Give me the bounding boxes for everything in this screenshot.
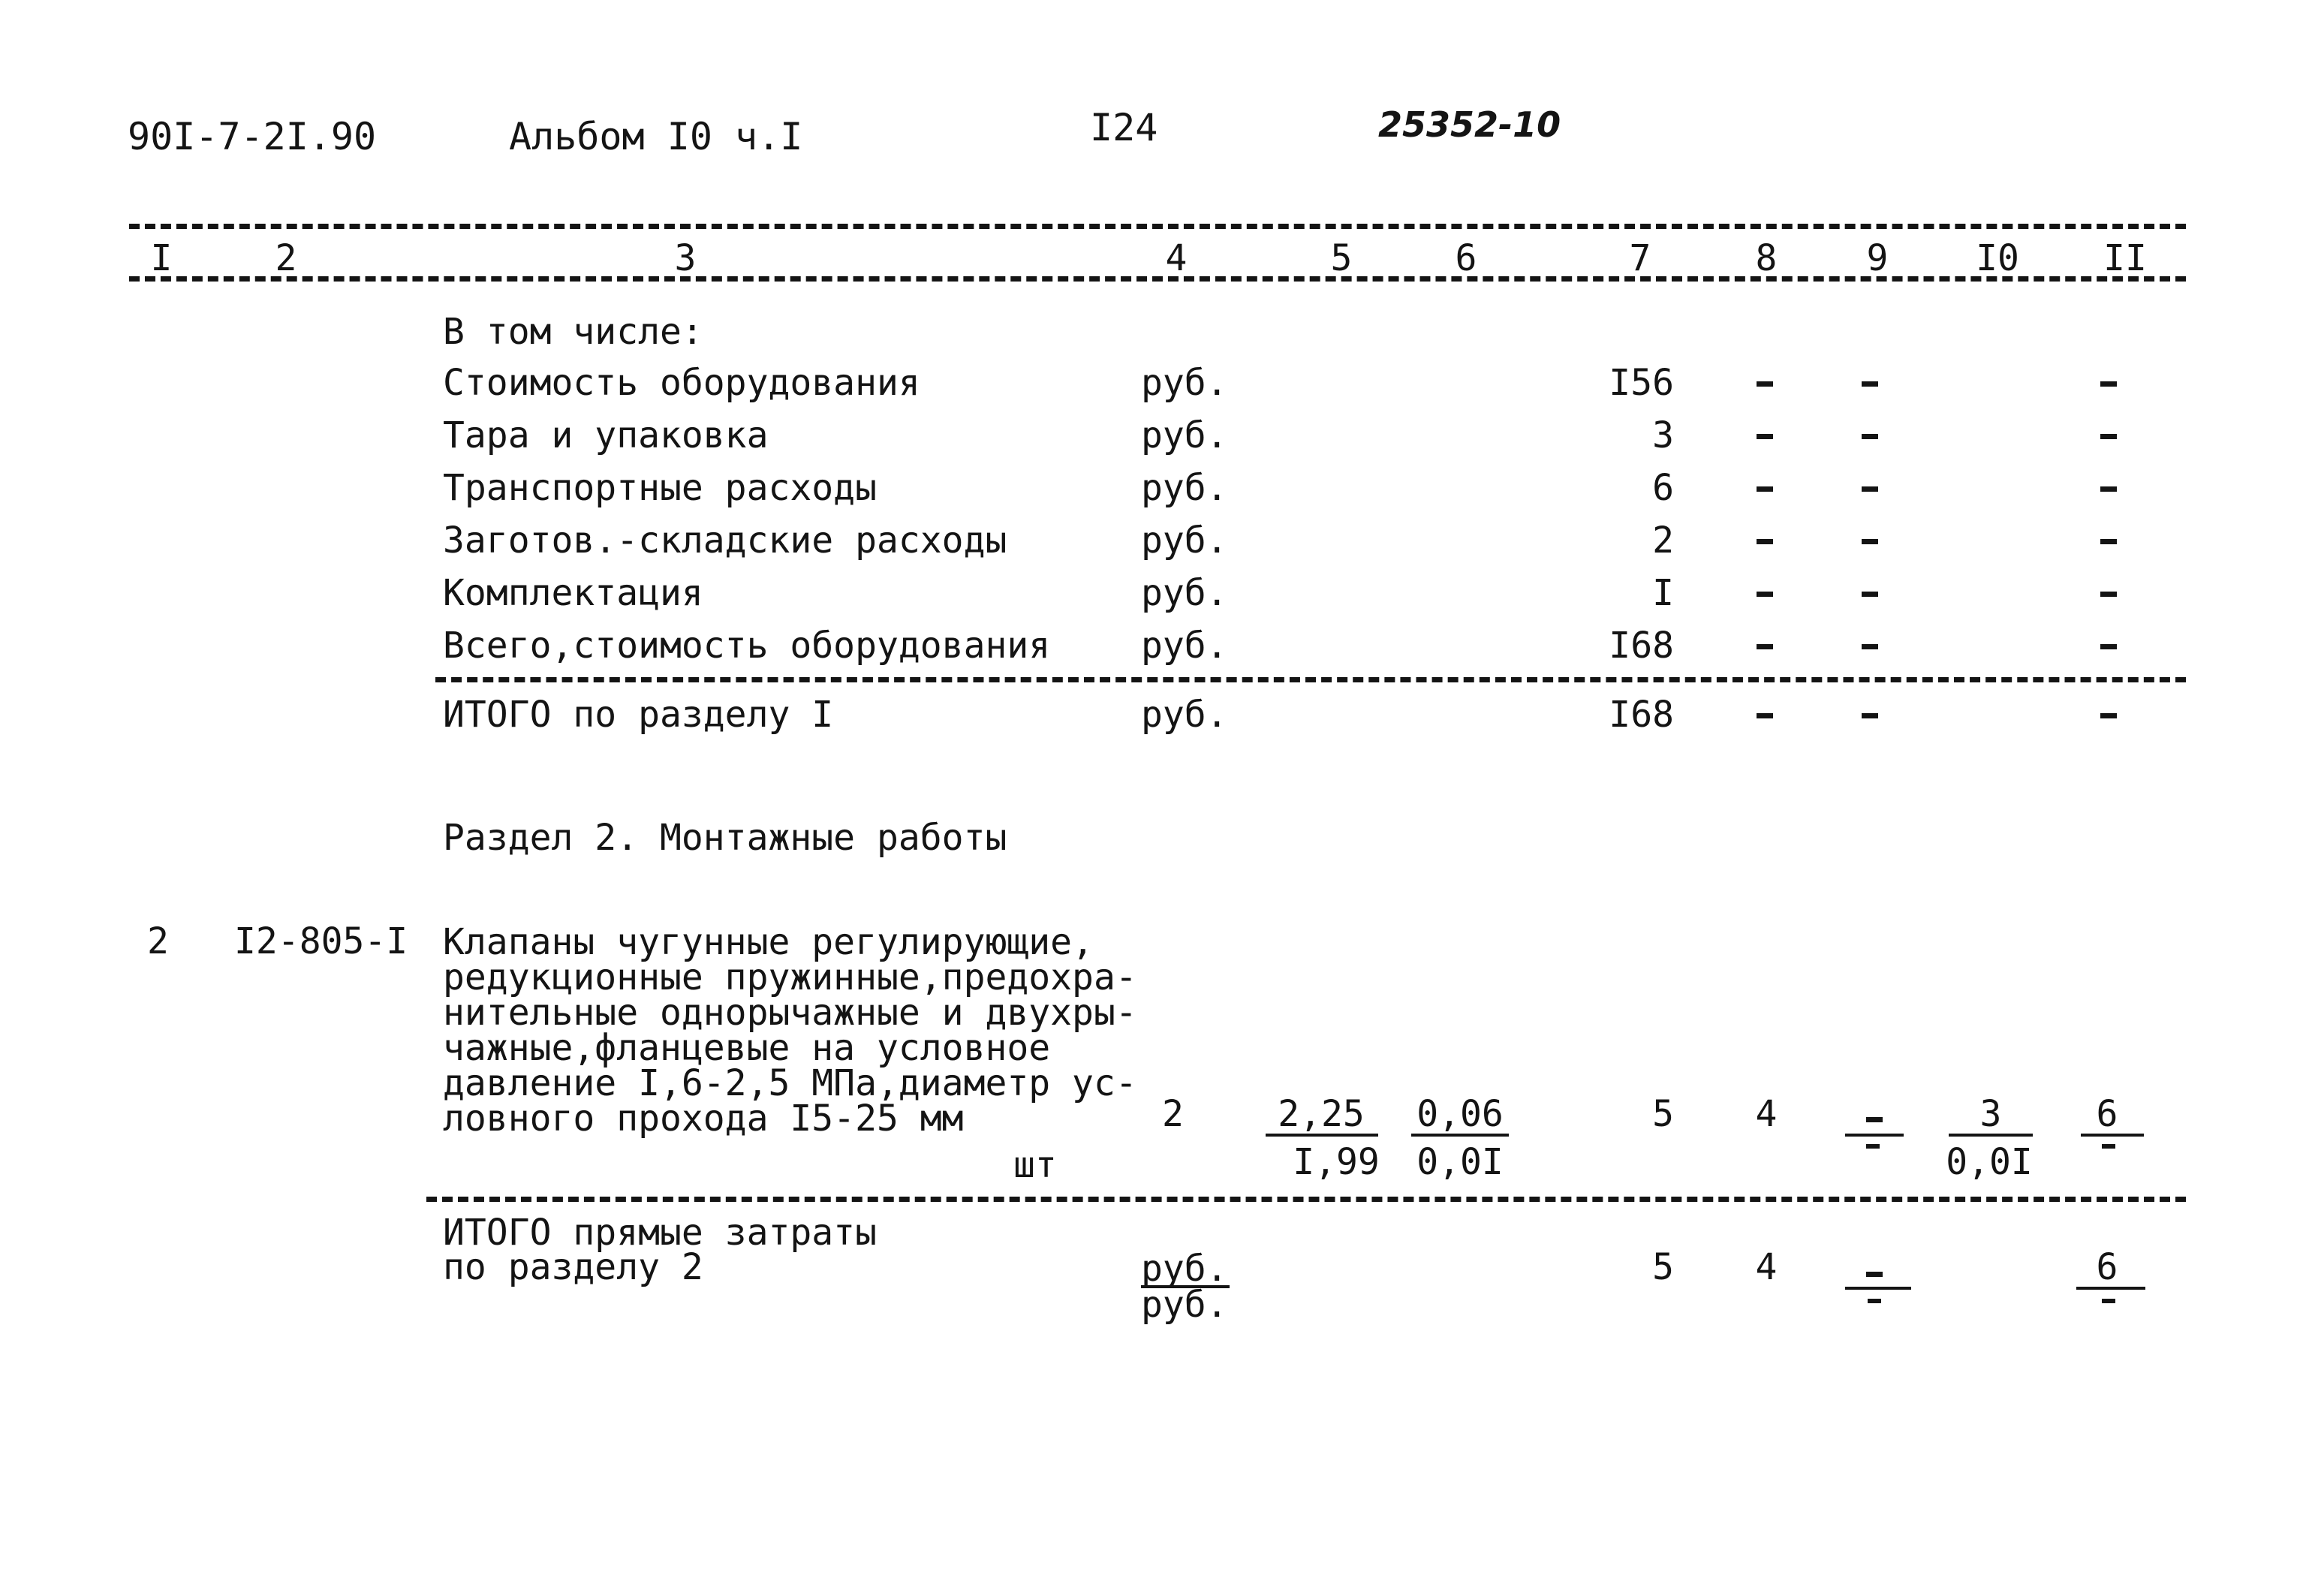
total-col7: 5 [1652,1246,1674,1288]
item-col7: 5 [1652,1093,1674,1135]
dash-col8 [1757,713,1773,718]
column-number: 8 [1755,237,1778,279]
total-col9-top-dash [1866,1272,1883,1277]
header-bottom-rule [129,276,2186,282]
dash-col11 [2100,539,2117,544]
including-label: В том числе: [443,311,703,353]
total-name-line2: по разделу 2 [443,1246,703,1288]
item-code: I2-805-I [234,920,408,962]
description-line: ловного прохода I5-25 мм [443,1098,964,1140]
dash-col11 [2100,713,2117,718]
col11-fraction-line [2081,1134,2144,1137]
col6-fraction-line [1411,1134,1509,1137]
item-description [443,921,1137,1140]
col11-bottom-dash [2102,1144,2115,1149]
column-number: 7 [1629,237,1651,279]
total-name: ИТОГО по разделу I [443,694,834,736]
item-unit: шт [1013,1144,1057,1186]
column-number: 3 [674,237,697,279]
description-line: Клапаны чугунные регулирующие, [443,921,1094,963]
section2-title: Раздел 2. Монтажные работы [443,817,1007,859]
dash-col9 [1862,713,1878,718]
col10-bottom: 0,0I [1946,1141,2033,1183]
dash-col8 [1757,592,1773,597]
dash-col9 [1862,644,1878,649]
dash-col9 [1862,434,1878,439]
row-value-col7: 2 [1652,519,1674,562]
row-name: Транспортные расходы [443,467,877,509]
column-number: 4 [1165,237,1188,279]
total-unit-top: руб. [1141,1248,1228,1290]
col10-top: 3 [1979,1093,2002,1135]
doc-code: 90I-7-2I.90 [128,115,377,158]
total-col11-fraction-line [2076,1287,2145,1290]
dash-col11 [2100,592,2117,597]
row-value-col7: 6 [1652,467,1674,509]
section2-total-rule [426,1197,2186,1202]
description-line: чажные,фланцевые на условное [443,1027,1051,1069]
row-name: Комплектация [443,572,703,614]
row-value-col7: 3 [1652,414,1674,456]
description-line: нительные однорычажные и двухры- [443,992,1137,1034]
row-unit: руб. [1141,519,1228,562]
col6-bottom: 0,0I [1416,1141,1504,1183]
col5-bottom: I,99 [1293,1141,1380,1183]
row-unit: руб. [1141,572,1228,614]
column-number: II [2103,237,2147,279]
col6-top: 0,06 [1416,1093,1504,1135]
row-value-col7: I [1652,572,1674,614]
row-name: Всего,стоимость оборудования [443,625,1051,667]
col5-top: 2,25 [1278,1093,1365,1135]
dash-col8 [1757,539,1773,544]
row-value-col7: I68 [1609,625,1674,667]
row-name: Заготов.-складские расходы [443,519,1007,562]
total-unit: руб. [1141,694,1228,736]
total-col11-bottom-dash [2102,1299,2115,1303]
row-unit: руб. [1141,414,1228,456]
col5-fraction-line [1266,1134,1378,1137]
column-number: 5 [1330,237,1353,279]
dash-col8 [1757,486,1773,492]
row-value-col7: I56 [1609,362,1674,404]
column-number: I [150,237,173,279]
item-col8: 4 [1755,1093,1778,1135]
col11-top: 6 [2096,1093,2118,1135]
dash-col8 [1757,381,1773,387]
total-col8: 4 [1755,1246,1778,1288]
row-name: Тара и упаковка [443,414,769,456]
album-label: Альбом I0 ч.I [509,115,803,158]
item-qty: 2 [1162,1093,1184,1135]
dash-col9 [1862,592,1878,597]
total-value-col7: I68 [1609,694,1674,736]
column-number: 2 [275,237,297,279]
dash-col8 [1757,434,1773,439]
dash-col8 [1757,644,1773,649]
description-line: редукционные пружинные,предохра- [443,956,1137,998]
total-name-line1: ИТОГО прямые затраты [443,1212,877,1254]
ref-number: 25352-10 [1378,104,1561,145]
column-number: 9 [1866,237,1889,279]
page-number: I24 [1090,106,1158,149]
row-unit: руб. [1141,362,1228,404]
total-col11-top: 6 [2096,1246,2118,1288]
row-unit: руб. [1141,625,1228,667]
dash-col9 [1862,486,1878,492]
section1-total-rule [435,677,2186,682]
dash-col11 [2100,434,2117,439]
table-top-rule [129,224,2186,229]
dash-col11 [2100,486,2117,492]
dash-col9 [1862,381,1878,387]
col9-bottom-dash [1866,1144,1880,1149]
row-unit: руб. [1141,467,1228,509]
dash-col11 [2100,381,2117,387]
column-number: I0 [1976,237,2019,279]
col9-top-dash [1866,1117,1883,1122]
col9-fraction-line [1845,1134,1904,1137]
item-number: 2 [147,920,169,962]
dash-col11 [2100,644,2117,649]
col10-fraction-line [1949,1134,2033,1137]
row-name: Стоимость оборудования [443,362,920,404]
total-col9-fraction-line [1845,1287,1911,1290]
total-col9-bottom-dash [1868,1299,1881,1303]
dash-col9 [1862,539,1878,544]
total-unit-bottom: руб. [1141,1284,1228,1326]
description-line: давление I,6-2,5 МПа,диаметр ус- [443,1062,1137,1104]
column-number: 6 [1455,237,1477,279]
